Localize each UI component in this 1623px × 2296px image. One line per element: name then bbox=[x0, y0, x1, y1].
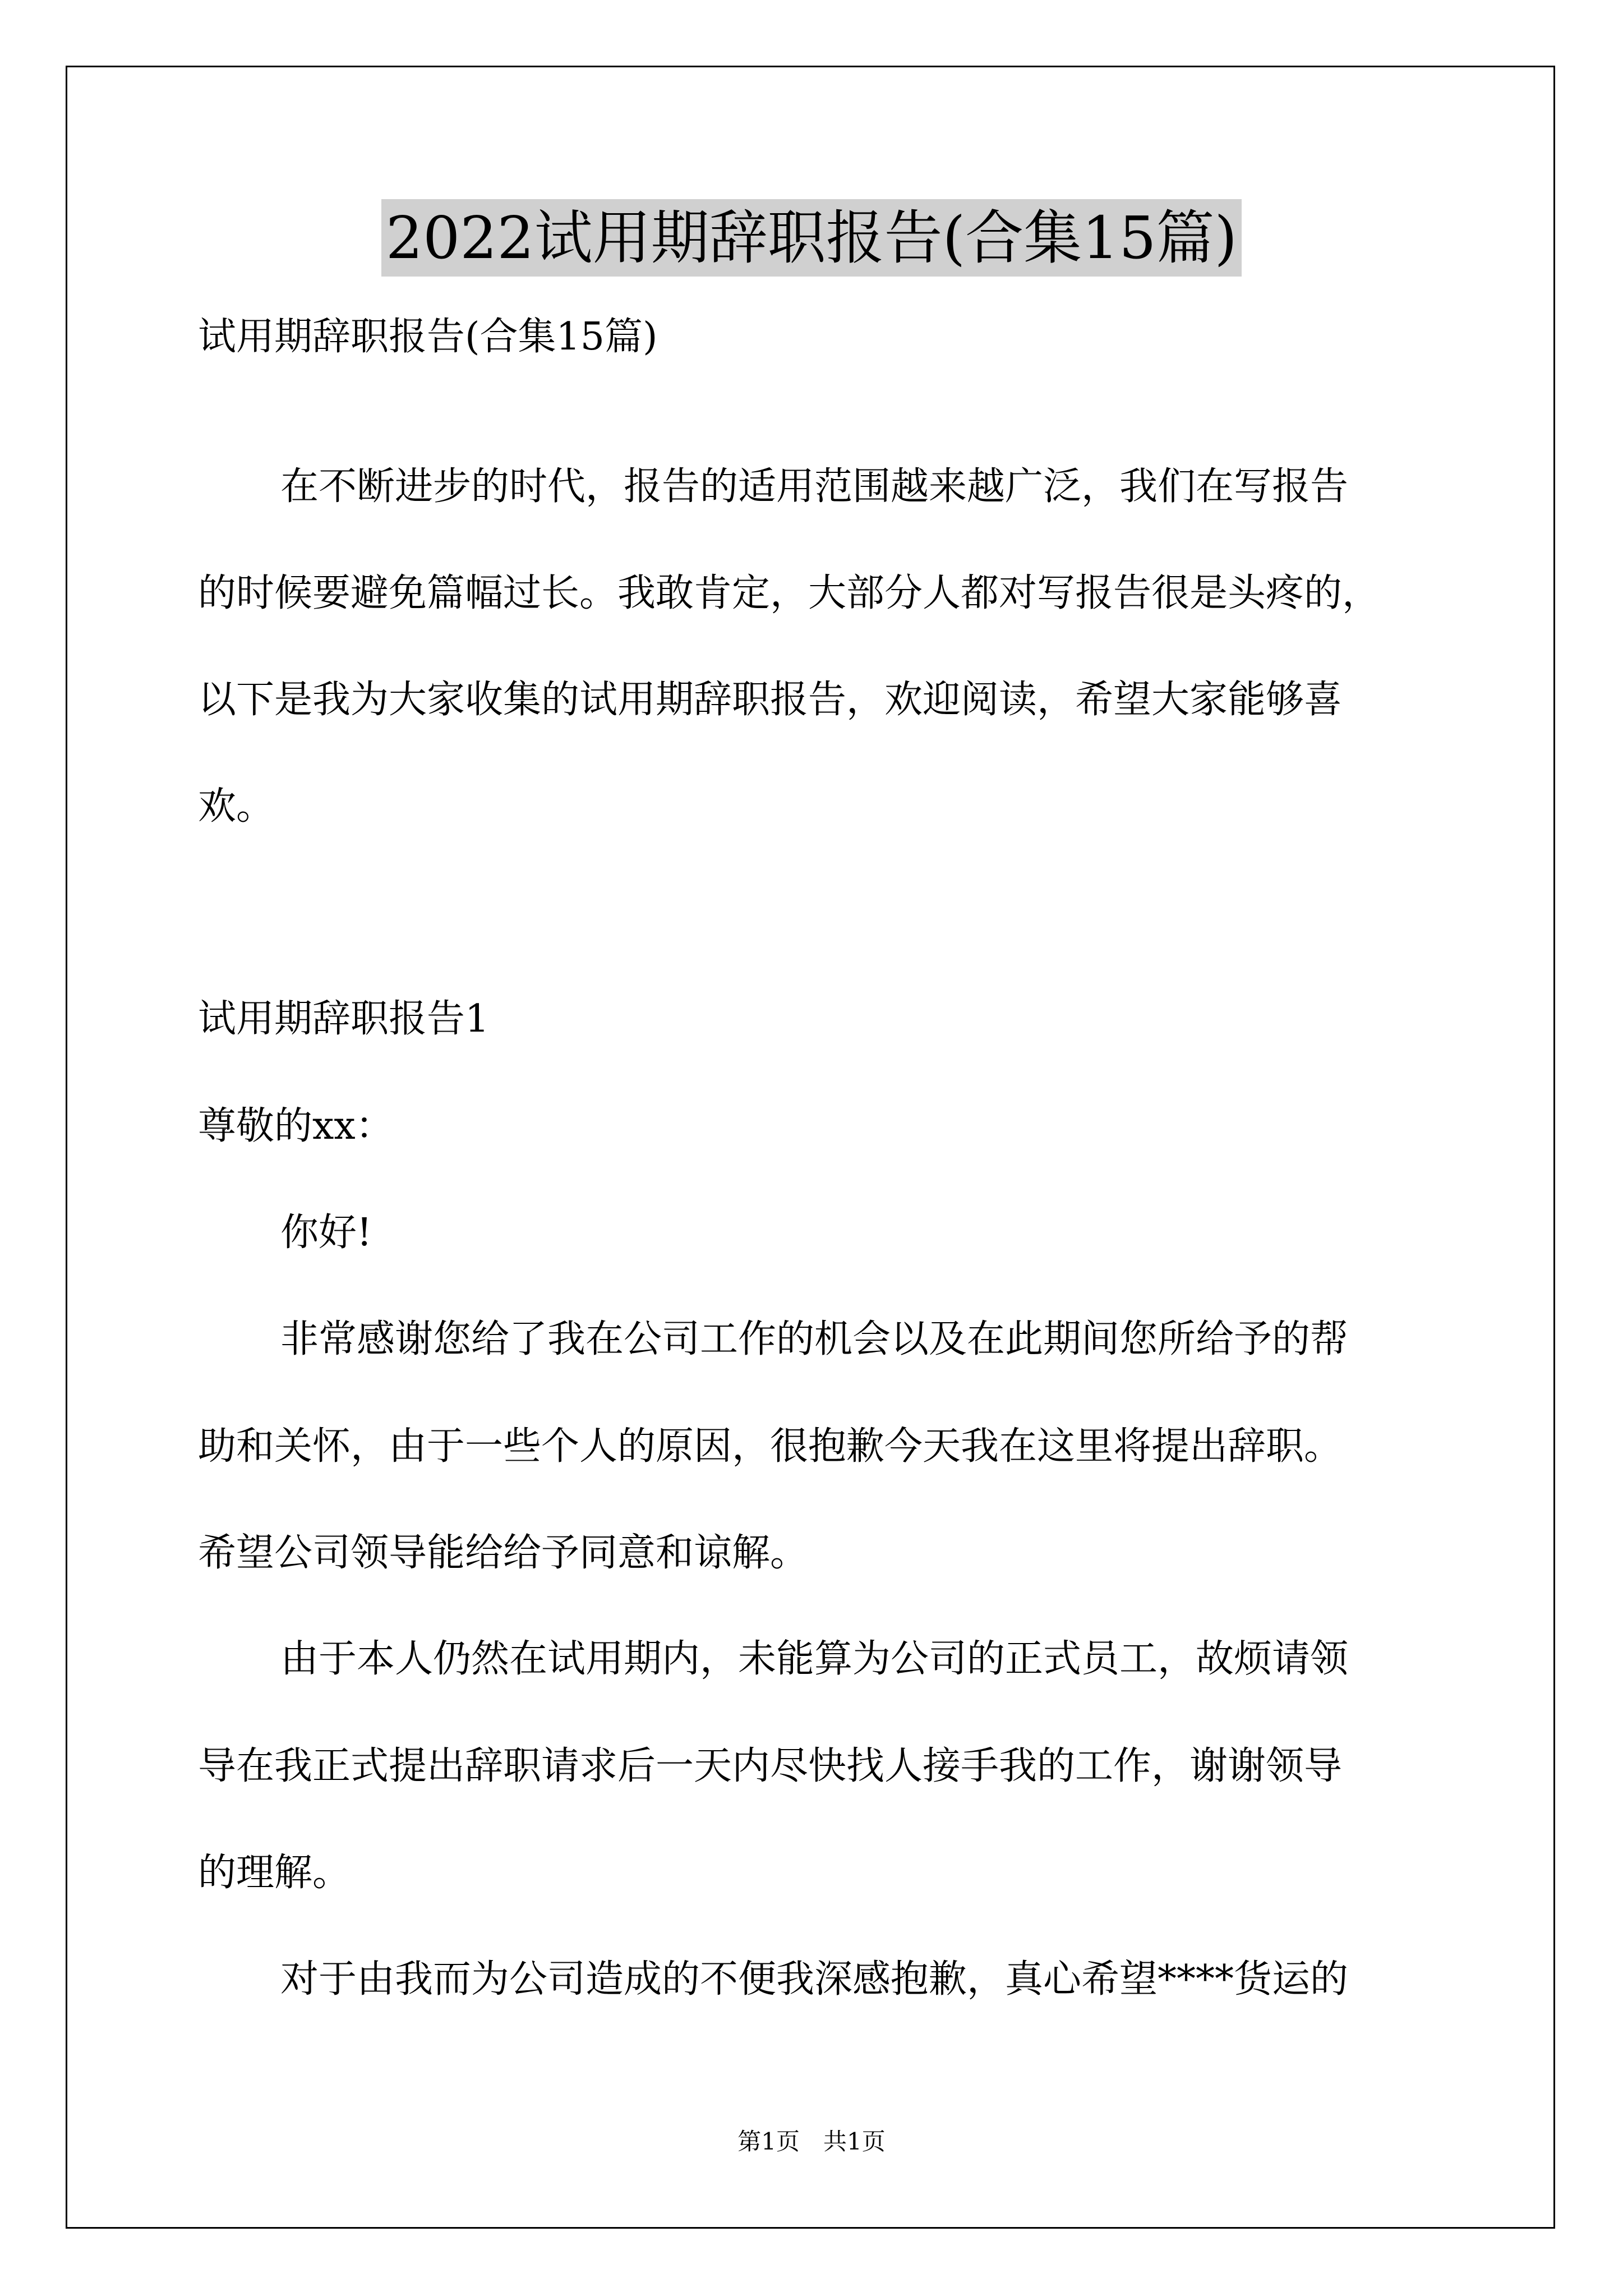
paragraph-line: 由于本人仍然在试用期内，未能算为公司的正式员工，故烦请领 bbox=[280, 1637, 1349, 1681]
paragraph-line: 助和关怀，由于一些个人的原因，很抱歉今天我在这里将提出辞职。 bbox=[198, 1424, 1343, 1469]
salutation: 尊敬的xx： bbox=[198, 1104, 394, 1148]
page-footer: 第1页 共1页 bbox=[737, 2128, 886, 2155]
paragraph-line: 希望公司领导能给给予同意和谅解。 bbox=[198, 1531, 809, 1575]
document-title: 2022试用期辞职报告(合集15篇) bbox=[381, 199, 1242, 277]
paragraph-line: 以下是我为大家收集的试用期辞职报告，欢迎阅读，希望大家能够喜 bbox=[198, 678, 1343, 722]
paragraph-line: 对于由我而为公司造成的不便我深感抱歉，真心希望****货运的 bbox=[280, 1957, 1349, 2001]
subtitle-line: 试用期辞职报告(合集15篇) bbox=[198, 315, 658, 359]
paragraph-line: 的理解。 bbox=[198, 1851, 351, 1895]
paragraph-line: 欢。 bbox=[198, 784, 275, 829]
paragraph-line: 非常感谢您给了我在公司工作的机会以及在此期间您所给予的帮 bbox=[280, 1317, 1349, 1361]
paragraph-line: 在不断进步的时代，报告的适用范围越来越广泛，我们在写报告 bbox=[280, 464, 1349, 509]
paragraph-line: 的时候要避免篇幅过长。我敢肯定，大部分人都对写报告很是头疼的， bbox=[198, 571, 1381, 615]
section-heading: 试用期辞职报告1 bbox=[198, 997, 490, 1041]
greeting: 你好! bbox=[280, 1211, 372, 1255]
title-container bbox=[0, 199, 1623, 277]
paragraph-line: 导在我正式提出辞职请求后一天内尽快找人接手我的工作，谢谢领导 bbox=[198, 1744, 1343, 1788]
